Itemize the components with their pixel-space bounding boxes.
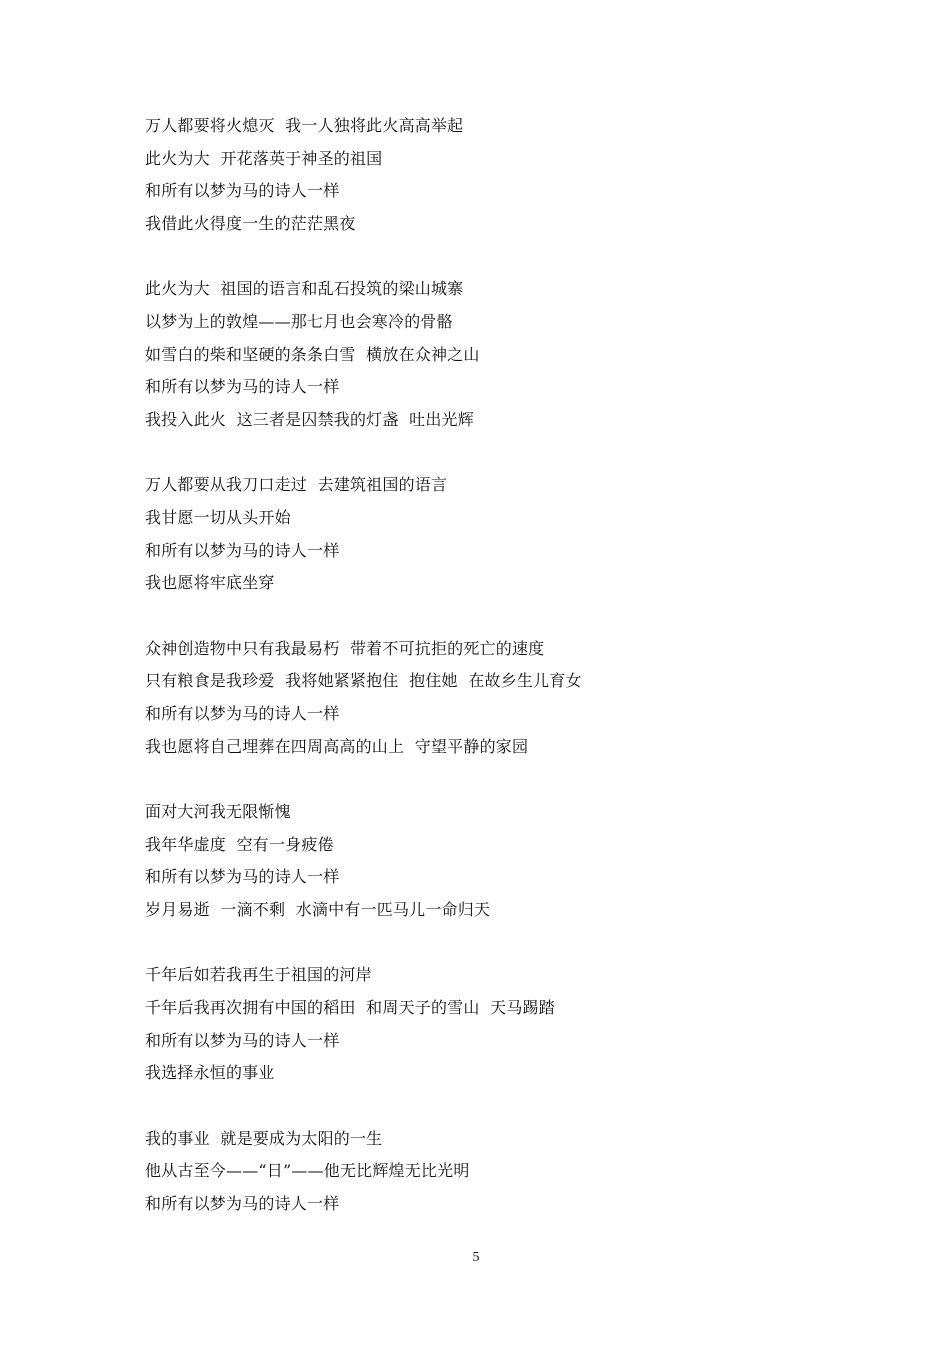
page-number: 5	[472, 1250, 480, 1265]
poem-line: 我年华虚度 空有一身疲倦	[145, 834, 334, 854]
poem-line: 和所有以梦为马的诗人一样	[145, 1194, 340, 1214]
poem-line: 万人都要将火熄灭 我一人独将此火高高举起	[145, 116, 464, 135]
poem-line: 众神创造物中只有我最易朽 带着不可抗拒的死亡的速度	[145, 638, 545, 658]
poem-line: 此火为大 开花落英于神圣的祖国	[145, 148, 383, 168]
poem-line: 我投入此火 这三者是囚禁我的灯盏 吐出光辉	[145, 409, 474, 429]
stanza-2	[145, 273, 845, 436]
poem-line: 此火为大 祖国的语言和乱石投筑的梁山城寨	[145, 279, 464, 299]
poem-line: 万人都要从我刀口走过 去建筑祖国的语言	[145, 475, 448, 495]
poem-line: 和所有以梦为马的诗人一样	[145, 181, 340, 201]
poem-line: 我选择永恒的事业	[145, 1063, 275, 1083]
stanza-3	[145, 469, 845, 599]
stanza-5	[145, 796, 845, 926]
poem-line: 我借此火得度一生的茫茫黑夜	[145, 213, 356, 233]
poem-line: 和所有以梦为马的诗人一样	[145, 1030, 340, 1050]
poem-body	[145, 110, 845, 1254]
poem-line: 和所有以梦为马的诗人一样	[145, 703, 340, 723]
poem-line: 我也愿将牢底坐穿	[145, 573, 275, 593]
poem-line: 我甘愿一切从头开始	[145, 507, 291, 527]
poem-line: 和所有以梦为马的诗人一样	[145, 540, 340, 560]
poem-line: 我也愿将自己埋葬在四周高高的山上 守望平静的家园	[145, 736, 529, 756]
poem-line: 他从古至今——“日”——他无比辉煌无比光明	[145, 1161, 470, 1181]
poem-line: 岁月易逝 一滴不剩 水滴中有一匹马儿一命归天	[145, 899, 491, 919]
poem-line: 和所有以梦为马的诗人一样	[145, 377, 340, 397]
poem-line: 千年后我再次拥有中国的稻田 和周天子的雪山 天马踢踏	[145, 998, 555, 1018]
stanza-7	[145, 1123, 845, 1221]
poem-line: 千年后如若我再生于祖国的河岸	[145, 965, 372, 985]
stanza-4	[145, 633, 845, 763]
poem-line: 以梦为上的敦煌——那七月也会寒冷的骨骼	[145, 311, 453, 331]
poem-line: 只有粮食是我珍爱 我将她紧紧抱住 抱住她 在故乡生儿育女	[145, 671, 582, 691]
poem-line: 和所有以梦为马的诗人一样	[145, 867, 340, 887]
poem-line: 我的事业 就是要成为太阳的一生	[145, 1128, 383, 1148]
stanza-1	[145, 110, 845, 240]
poem-line: 如雪白的柴和坚硬的条条白雪 横放在众神之山	[145, 344, 480, 364]
poem-line: 面对大河我无限惭愧	[145, 802, 291, 822]
stanza-6	[145, 959, 845, 1089]
